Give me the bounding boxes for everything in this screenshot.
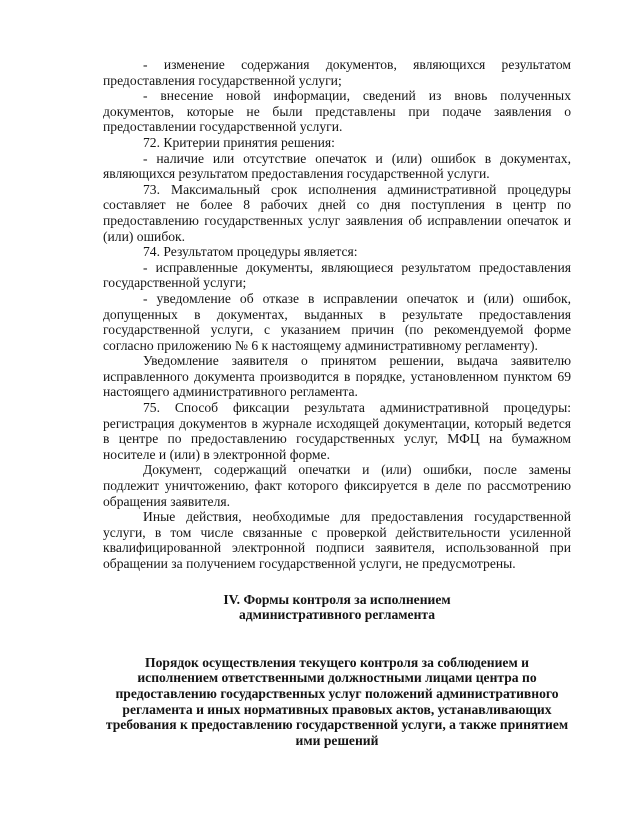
paragraph-refusal-notice: - уведомление об отказе в исправлении опечаток и (или) ошибок, допущенных в документах, выданных в результате предоставления государственной услуги, с указанием причин (по рекомендуемой форме согласно приложению № 6 к настоящему административному регламенту). (103, 290, 571, 353)
paragraph-applicant-notification: Уведомление заявителя о принятом решении, выдача заявителю исправленного документа производится в порядке, установленном пунктом 69 настоящего административного регламента. (103, 353, 571, 400)
paragraph-74-result: 74. Результатом процедуры является: (143, 244, 358, 260)
paragraph-change-content: - изменение содержания документов, являющихся результатом предоставления государственной услуги; (103, 57, 571, 88)
paragraph-corrected-documents: - исправленные документы, являющиеся результатом предоставления государственной услуги; (103, 259, 571, 291)
paragraph-75-recording: 75. Способ фиксации результата административной процедуры: регистрация документов в журнале исходящей документации, который ведется в центре по предоставлению государственных услуг, МФЦ на бумажном носителе и (или) в электронной форме. (103, 400, 571, 462)
section-heading-line-1: IV. Формы контроля за исполнением (223, 591, 451, 607)
paragraph-72-criteria: 72. Критерии принятия решения: (143, 134, 335, 150)
paragraph-typos-presence: - наличие или отсутствие опечаток и (или) ошибок в документах, являющихся результатом предоставления государственной услуги. (103, 150, 571, 182)
subsection-heading: Порядок осуществления текущего контроля за соблюдением и исполнением ответственными должностными лицами центра по предоставлению государственных услуг положений административного регламента и иных нормативных правовых актов, устанавливающих требования к предоставлению государственной услуги, а также принятием ими решений (105, 654, 569, 748)
paragraph-73-deadline: 73. Максимальный срок исполнения административной процедуры составляет не более 8 рабочих дней со дня поступления в центр по предоставлению государственных услуг заявления об исправлении опечаток и (или) ошибок. (103, 181, 571, 244)
paragraph-other-actions: Иные действия, необходимые для предоставления государственной услуги, в том числе связанные с проверкой действительности усиленной квалифицированной электронной подписи заявителя, использованной при обращении за получением государственной услуги, не предусмотрены. (103, 509, 571, 571)
section-heading-line-2: административного регламента (238, 607, 436, 623)
section-heading-iv (103, 592, 571, 623)
document-body (103, 57, 571, 748)
paragraph-new-information: - внесение новой информации, сведений из вновь полученных документов, которые не были представлены при подаче заявления о предоставлении государственной услуги. (103, 88, 571, 135)
paragraph-document-destruction: Документ, содержащий опечатки и (или) ошибки, после замены подлежит уничтожению, факт которого фиксируется в деле по рассмотрению обращения заявителя. (103, 462, 571, 509)
